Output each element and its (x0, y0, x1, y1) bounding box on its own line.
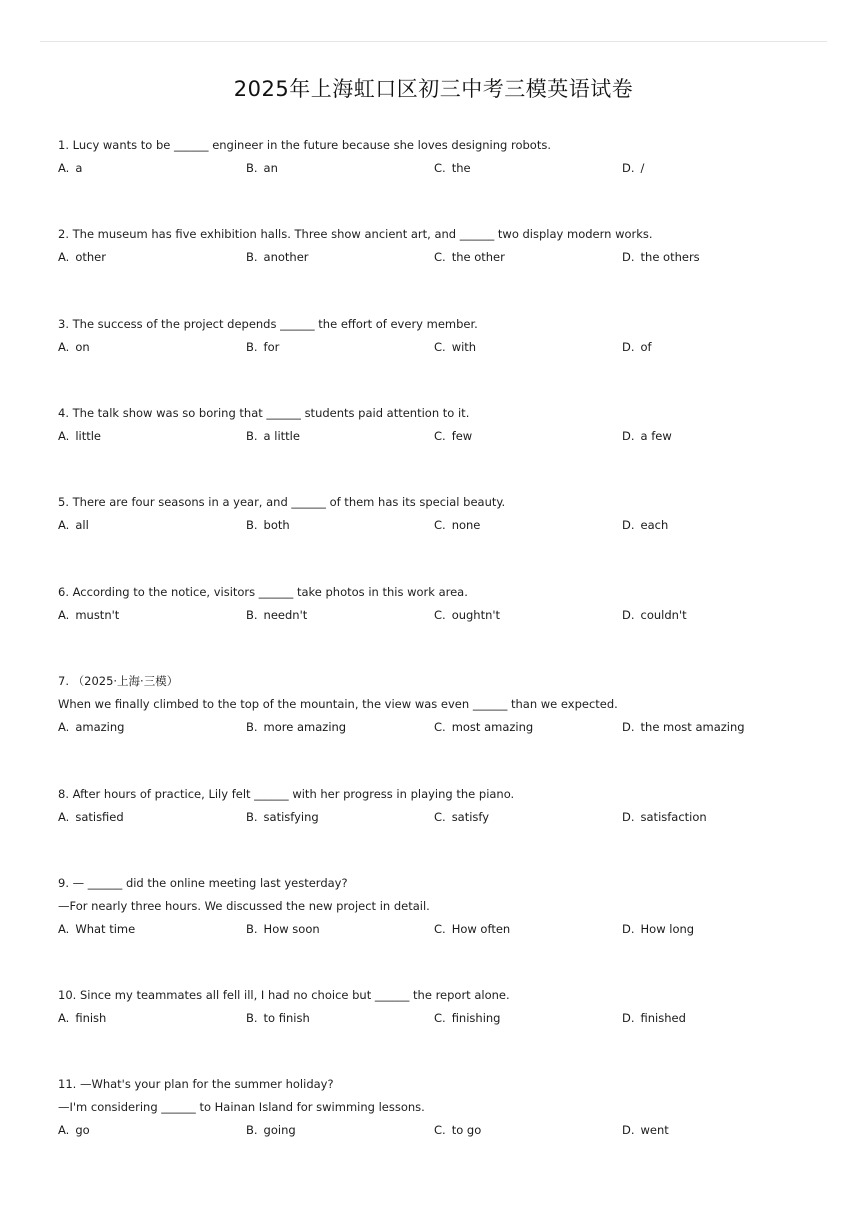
option-b[interactable] (246, 336, 279, 359)
option-key: A. (58, 340, 70, 354)
option-text: amazing (75, 720, 125, 734)
option-a[interactable] (58, 1007, 106, 1030)
option-a[interactable] (58, 918, 135, 941)
question-9 (58, 872, 828, 941)
option-text: going (263, 1123, 296, 1137)
option-key: A. (58, 608, 70, 622)
option-text: satisfied (75, 810, 124, 824)
option-row (58, 918, 828, 941)
option-row (58, 1119, 828, 1142)
option-key: D. (622, 340, 635, 354)
option-text: What time (75, 922, 136, 936)
question-stem: 6. According to the notice, visitors ______ take photos in this work area. (58, 585, 468, 599)
option-text: to finish (263, 1011, 310, 1025)
option-text: couldn't (640, 608, 687, 622)
option-a[interactable] (58, 336, 90, 359)
option-text: go (75, 1123, 90, 1137)
option-text: few (451, 429, 473, 443)
option-text: needn't (263, 608, 308, 622)
option-text: / (640, 161, 645, 175)
option-key: C. (434, 518, 446, 532)
option-key: D. (622, 922, 635, 936)
question-stem: 8. After hours of practice, Lily felt ______ with her progress in playing the piano. (58, 787, 515, 801)
option-key: D. (622, 608, 635, 622)
option-text: went (640, 1123, 669, 1137)
option-row (58, 336, 828, 359)
option-text: satisfaction (640, 810, 707, 824)
option-key: C. (434, 250, 446, 264)
question-4 (58, 402, 828, 448)
option-text: How often (451, 922, 511, 936)
option-d[interactable] (622, 1119, 669, 1142)
option-text: How soon (263, 922, 320, 936)
option-key: D. (622, 1123, 635, 1137)
option-a[interactable] (58, 716, 124, 739)
question-8 (58, 783, 828, 829)
option-c[interactable] (434, 336, 476, 359)
option-key: A. (58, 720, 70, 734)
option-text: to go (451, 1123, 482, 1137)
option-key: D. (622, 250, 635, 264)
question-3 (58, 313, 828, 359)
option-text: another (263, 250, 309, 264)
option-text: little (75, 429, 102, 443)
question-stem: When we finally climbed to the top of the mountain, the view was even ______ than we expected. (58, 697, 618, 711)
option-key: A. (58, 922, 70, 936)
option-b[interactable] (246, 246, 309, 269)
option-text: finishing (451, 1011, 501, 1025)
option-a[interactable] (58, 425, 101, 448)
option-c[interactable] (434, 1007, 500, 1030)
header-divider (40, 41, 827, 42)
question-1 (58, 134, 828, 180)
option-key: A. (58, 518, 70, 532)
option-b[interactable] (246, 1119, 296, 1142)
option-key: B. (246, 922, 258, 936)
option-c[interactable] (434, 716, 533, 739)
option-key: D. (622, 720, 635, 734)
option-b[interactable] (246, 157, 278, 180)
option-a[interactable] (58, 806, 124, 829)
option-b[interactable] (246, 918, 320, 941)
option-key: A. (58, 250, 70, 264)
option-key: C. (434, 161, 446, 175)
option-a[interactable] (58, 514, 89, 537)
option-key: C. (434, 429, 446, 443)
option-text: the most amazing (640, 720, 745, 734)
option-text: none (451, 518, 481, 532)
option-text: a (75, 161, 83, 175)
option-key: B. (246, 161, 258, 175)
question-stem: 5. There are four seasons in a year, and ______ of them has its special beauty. (58, 495, 506, 509)
option-b[interactable] (246, 514, 290, 537)
option-b[interactable] (246, 1007, 310, 1030)
question-stem: 10. Since my teammates all fell ill, I had no choice but ______ the report alone. (58, 988, 510, 1002)
question-7 (58, 670, 828, 739)
option-c[interactable] (434, 157, 471, 180)
option-c[interactable] (434, 425, 472, 448)
option-text: both (263, 518, 290, 532)
option-row (58, 604, 828, 627)
option-d[interactable] (622, 918, 694, 941)
option-text: finished (640, 1011, 686, 1025)
page-title: 2025年上海虹口区初三中考三模英语试卷 (233, 77, 634, 101)
option-key: B. (246, 1011, 258, 1025)
option-d[interactable] (622, 246, 700, 269)
option-text: with (451, 340, 477, 354)
option-row (58, 514, 828, 537)
option-row (58, 716, 828, 739)
question-stem: 4. The talk show was so boring that ______ students paid attention to it. (58, 406, 470, 420)
option-c[interactable] (434, 806, 489, 829)
option-key: B. (246, 608, 258, 622)
option-text: all (75, 518, 89, 532)
option-row (58, 157, 828, 180)
option-key: C. (434, 340, 446, 354)
option-key: B. (246, 518, 258, 532)
option-text: How long (640, 922, 695, 936)
option-key: C. (434, 1123, 446, 1137)
question-stem: 3. The success of the project depends ______ the effort of every member. (58, 317, 478, 331)
option-d[interactable] (622, 716, 745, 739)
option-key: B. (246, 340, 258, 354)
option-key: D. (622, 429, 635, 443)
option-text: satisfy (451, 810, 490, 824)
option-text: the others (640, 250, 700, 264)
option-text: on (75, 340, 90, 354)
option-c[interactable] (434, 604, 500, 627)
question-stem: 1. Lucy wants to be ______ engineer in the future because she loves designing robots. (58, 138, 551, 152)
option-key: D. (622, 518, 635, 532)
option-key: A. (58, 161, 70, 175)
option-c[interactable] (434, 918, 510, 941)
option-b[interactable] (246, 425, 300, 448)
option-b[interactable] (246, 604, 307, 627)
option-key: B. (246, 429, 258, 443)
option-a[interactable] (58, 604, 119, 627)
option-key: C. (434, 810, 446, 824)
question-stem-continued: —For nearly three hours. We discussed the new project in detail. (58, 899, 430, 913)
question-5 (58, 491, 828, 537)
option-text: a few (640, 429, 672, 443)
option-key: C. (434, 608, 446, 622)
option-text: finish (75, 1011, 107, 1025)
question-source: 7. （2025·上海·三模） (58, 674, 179, 688)
option-text: more amazing (263, 720, 347, 734)
option-key: C. (434, 720, 446, 734)
option-text: the other (451, 250, 505, 264)
question-stem: 11. —What's your plan for the summer holiday? (58, 1077, 334, 1091)
option-a[interactable] (58, 246, 106, 269)
option-d[interactable] (622, 806, 707, 829)
option-d[interactable] (622, 1007, 686, 1030)
option-row (58, 1007, 828, 1030)
option-key: A. (58, 429, 70, 443)
option-text: a little (263, 429, 300, 443)
option-b[interactable] (246, 806, 319, 829)
option-key: D. (622, 1011, 635, 1025)
option-key: A. (58, 1011, 70, 1025)
option-key: B. (246, 810, 258, 824)
option-d[interactable] (622, 425, 672, 448)
option-key: B. (246, 1123, 258, 1137)
option-d[interactable] (622, 514, 668, 537)
option-a[interactable] (58, 157, 82, 180)
option-key: B. (246, 720, 258, 734)
option-key: D. (622, 810, 635, 824)
option-text: for (263, 340, 280, 354)
option-d[interactable] (622, 604, 687, 627)
option-row (58, 246, 828, 269)
question-10 (58, 984, 828, 1030)
option-c[interactable] (434, 1119, 481, 1142)
option-c[interactable] (434, 514, 480, 537)
question-11 (58, 1073, 828, 1142)
option-key: C. (434, 1011, 446, 1025)
question-stem-continued: —I'm considering ______ to Hainan Island for swimming lessons. (58, 1100, 425, 1114)
question-6 (58, 581, 828, 627)
option-key: A. (58, 810, 70, 824)
option-text: satisfying (263, 810, 319, 824)
option-key: D. (622, 161, 635, 175)
question-stem: 2. The museum has five exhibition halls. Three show ancient art, and ______ two display modern works. (58, 227, 653, 241)
option-key: C. (434, 922, 446, 936)
option-key: A. (58, 1123, 70, 1137)
option-a[interactable] (58, 1119, 90, 1142)
option-d[interactable] (622, 157, 644, 180)
option-c[interactable] (434, 246, 505, 269)
option-text: of (640, 340, 652, 354)
option-text: each (640, 518, 669, 532)
option-text: other (75, 250, 106, 264)
option-text: mustn't (75, 608, 120, 622)
option-d[interactable] (622, 336, 652, 359)
option-text: oughtn't (451, 608, 501, 622)
question-2 (58, 223, 828, 269)
option-text: most amazing (451, 720, 534, 734)
option-b[interactable] (246, 716, 346, 739)
option-row (58, 806, 828, 829)
option-text: the (451, 161, 471, 175)
question-stem: 9. — ______ did the online meeting last yesterday? (58, 876, 348, 890)
option-key: B. (246, 250, 258, 264)
option-row (58, 425, 828, 448)
option-text: an (263, 161, 278, 175)
